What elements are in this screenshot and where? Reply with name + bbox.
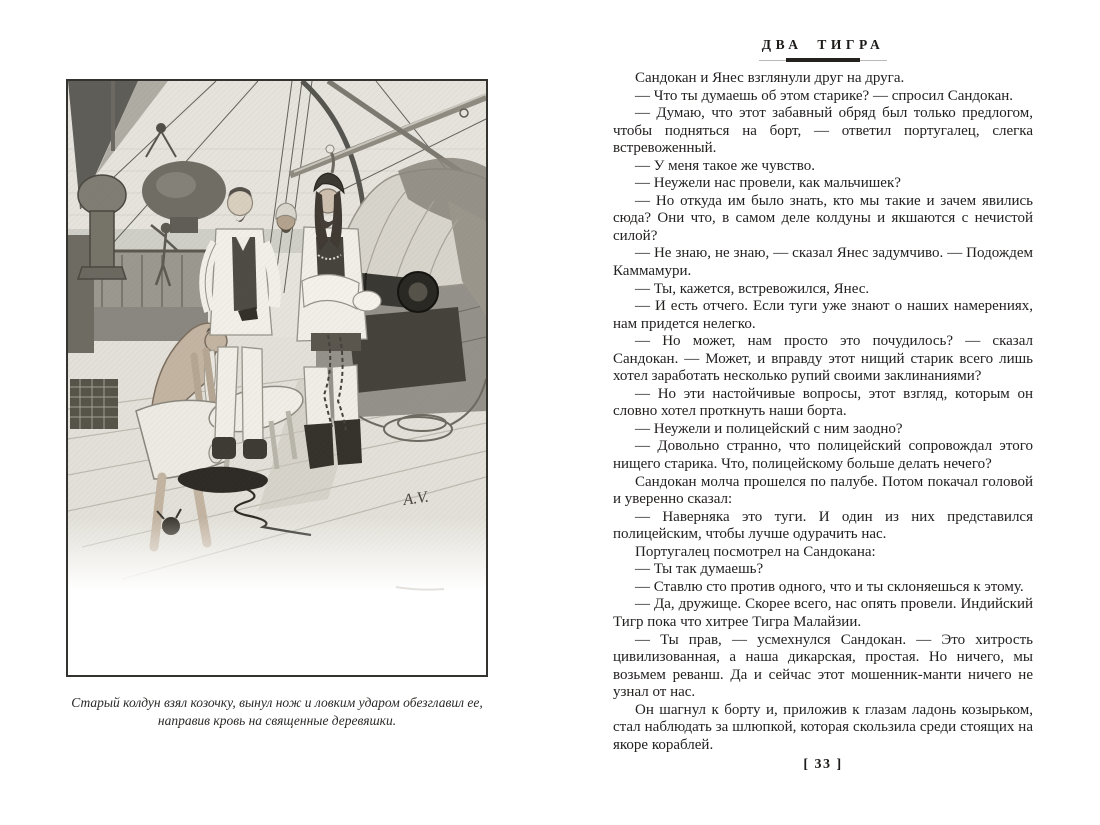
header-divider	[759, 58, 887, 63]
bottom-fade	[68, 517, 486, 591]
paragraph: — Что ты думаешь об этом старике? — спросил Сандокан.	[635, 87, 1014, 104]
paragraph: — Довольно странно, что полицейский сопровождал этого нищего старика. Что, полицейскому больше делать нечего?	[613, 438, 1033, 473]
paragraph: — Наверняка это туги. И один из них представился полицейским, чтобы лучше одурачить нас.	[613, 508, 1033, 543]
paragraph: — Но откуда им было знать, кто мы такие и зачем явились сюда? Они что, в самом деле колдуны и якшаются с нечистой силой?	[613, 192, 1033, 244]
paragraph: — И есть отчего. Если туги уже знают о наших намерениях, нам придется нелегко.	[613, 298, 1033, 332]
paragraph: — Но эти настойчивые вопросы, этот взгляд, которым он словно хотел проткнуть наши борта.	[613, 385, 1033, 420]
paragraph: — Неужели и полицейский с ним заодно?	[635, 420, 903, 437]
page-number: [ 33 ]	[803, 757, 843, 772]
paragraph: Он шагнул к борту и, приложив к глазам ладонь козырьком, стал наблюдать за шлюпкой, которая скользила среди стоящих на якоре кораблей.	[613, 701, 1033, 753]
paragraph: — Ты, кажется, встревожился, Янес.	[635, 280, 870, 297]
engraving-texture	[68, 81, 486, 551]
engraving-illustration	[66, 79, 488, 677]
paragraph: Сандокан и Янес взглянули друг на друга.	[635, 70, 905, 86]
caption-line-1: Старый колдун взял козочку, вынул нож и ловким ударом обезглавил ее,	[71, 695, 483, 710]
paragraph: — Да, дружище. Скорее всего, нас опять провели. Индийский Тигр пока что хитрее Тигра Малайзии.	[613, 596, 1033, 630]
paragraph: Сандокан молча прошелся по палубе. Потом покачал головой и уверенно сказал:	[613, 473, 1033, 508]
paragraph: Португалец посмотрел на Сандокана:	[635, 543, 876, 560]
body-text	[613, 70, 1033, 760]
caption-line-2: направив кровь на священные деревяшки.	[157, 712, 397, 728]
paragraph: — Ставлю сто против одного, что и ты склоняешься к этому.	[635, 578, 1024, 595]
paragraph: — Неужели нас провели, как мальчишек?	[635, 175, 901, 192]
paragraph: — Не знаю, не знаю, — сказал Янес задумчиво. — Подождем Каммамури.	[613, 245, 1033, 280]
ship-deck-scene	[66, 79, 488, 677]
illustration-caption	[56, 694, 498, 729]
running-head: ДВА ТИГРА	[761, 37, 885, 52]
artist-signature: A.V.	[402, 488, 430, 509]
paragraph: — Думаю, что этот забавный обряд был только предлогом, чтобы подняться на борт, — ответил португалец, слегка встревоженный.	[613, 105, 1033, 157]
bottom-white	[68, 589, 486, 675]
paragraph: — Ты прав, — усмехнулся Сандокан. — Это хитрость цивилизованная, а наша дикарская, простая. Но ничего, мы возьмем реванш. Да и сейчас этот мошенник-манти ничего не узнал от нас.	[613, 631, 1033, 701]
paragraph: — Но может, нам просто это почудилось? — сказал Сандокан. — Может, и вправду этот нищий старик всего лишь хотел заработать несколько рупий своими заклинаниями?	[613, 333, 1033, 385]
divider-thick-rule	[786, 58, 860, 62]
paragraph: — У меня такое же чувство.	[635, 157, 816, 174]
paragraph: — Ты так думаешь?	[635, 561, 764, 578]
